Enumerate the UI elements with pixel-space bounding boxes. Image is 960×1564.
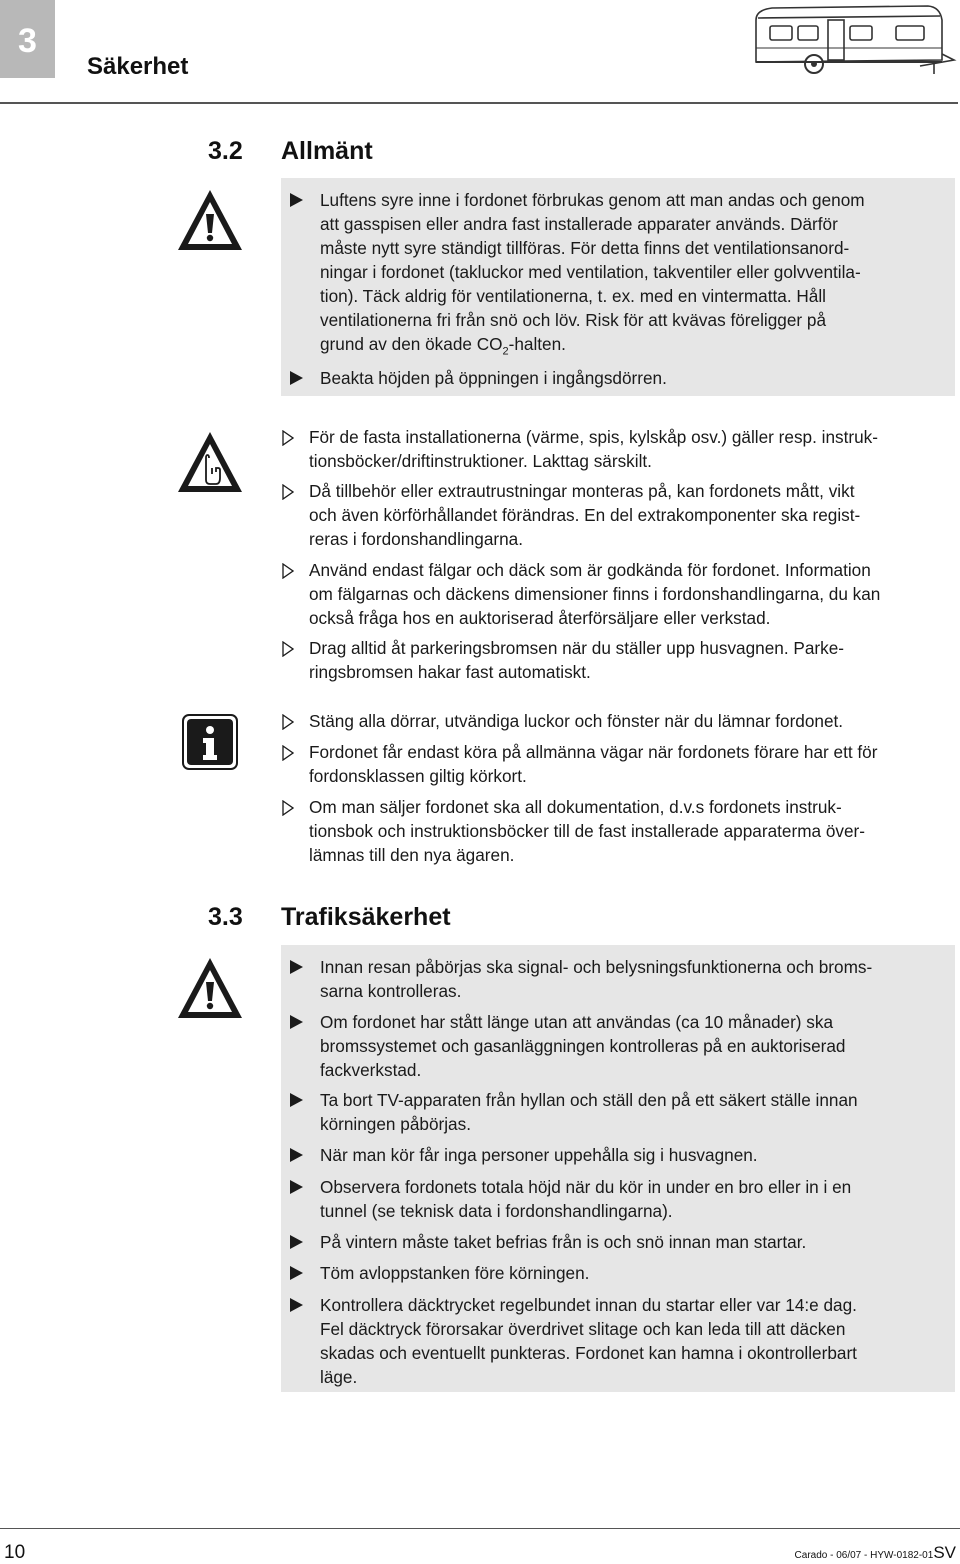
bullet-outline-arrow-icon [282,641,294,657]
bullet-outline-arrow-icon [282,484,294,500]
section-number: 3.2 [208,137,243,165]
traffic-item: Observera fordonets totala höjd när du kör in under en bro eller in i en tunnel (se teknisk data i fordonshandlingarna). [320,1177,852,1221]
bullet-outline-arrow-icon [282,800,294,816]
warning-text: Beakta höjden på öppningen i ingångsdörren. [320,368,667,388]
note-item: För de fasta installationerna (värme, spis, kylskåp osv.) gäller resp. instruk- tionsböcker/driftinstruktioner. Lakttag särskilt. [309,427,878,471]
bullet-arrow-icon [290,1266,303,1280]
bullet-outline-arrow-icon [282,714,294,730]
bullet-outline-arrow-icon [282,745,294,761]
traffic-item: Innan resan påbörjas ska signal- och belysningsfunktionerna och broms- sarna kontrolleras. [320,957,873,1001]
info-icon [181,713,239,771]
caravan-illustration [750,2,958,82]
chapter-title: Säkerhet [87,53,189,80]
bullet-arrow-icon [290,1235,303,1249]
note-item: Då tillbehör eller extrautrustningar monteras på, kan fordonets mått, vikt och även körförhållandet förändras. En del extrakomponenter ska regist- reras i fordonshandlingarna. [309,481,861,549]
bullet-arrow-icon [290,1015,303,1029]
bullet-arrow-icon [290,960,303,974]
warning-exclamation-icon [176,954,244,1022]
info-item: Stäng alla dörrar, utvändiga luckor och fönster när du lämnar fordonet. [309,711,844,731]
traffic-item: Om fordonet har stått länge utan att användas (ca 10 månader) ska bromssystemet och gasanläggningen kontrolleras på en auktoriserad fackverkstad. [320,1012,846,1080]
bullet-arrow-icon [290,1093,303,1107]
traffic-item: På vintern måste taket befrias från is och snö innan man startar. [320,1232,807,1252]
attention-hand-icon [176,428,244,496]
section-title: Trafiksäkerhet [281,903,451,931]
info-item: Fordonet får endast köra på allmänna vägar när fordonets förare har ett för fordonsklassen giltig körkort. [309,742,878,786]
page-number: 10 [4,1542,26,1563]
bullet-arrow-icon [290,193,303,207]
bullet-outline-arrow-icon [282,430,294,446]
traffic-item: Töm avloppstanken före körningen. [320,1263,590,1283]
section-number: 3.3 [208,903,243,931]
traffic-item: Ta bort TV-apparaten från hyllan och ställ den på ett säkert ställe innan körningen påbörjas. [320,1090,858,1134]
bullet-arrow-icon [290,1180,303,1194]
traffic-item: Kontrollera däcktrycket regelbundet innan du startar eller var 14:e dag. Fel däcktryck förorsakar överdrivet slitage och kan leda till att däcken skadas och eventuellt punkteras. Fordonet kan hamna i okontrollerbart läge. [320,1295,857,1387]
warning-exclamation-icon [176,186,244,254]
warning-text: Luftens syre inne i fordonet förbrukas genom att man andas och genom att gasspisen eller andra fast installerade apparater används. Därför måste nytt syre ständigt tillföras. För detta finns det ventilationsanord- ningar i fordonet (takluckor med ventilation, takventiler eller golvventila- tion). Täck aldrig för ventilationerna, t. ex. med en vintermatta. Håll ventilationerna fri från snö och löv. Risk för att kvävas föreligger på grund av den ökade $CO_2$-halten. [320,188,946,363]
bullet-arrow-icon [290,371,303,385]
co2-line: grund av den ökade $CO_2$-halten. [320,334,566,358]
header-rule [0,102,958,104]
chapter-number: 3 [18,22,37,60]
footer-rule [0,1528,960,1529]
bullet-outline-arrow-icon [282,563,294,579]
bullet-arrow-icon [290,1298,303,1312]
section-title: Allmänt [281,137,373,165]
language-code: SV [933,1543,956,1562]
note-item: Drag alltid åt parkeringsbromsen när du ställer upp husvagnen. Parke- ringsbromsen hakar fast automatiskt. [309,638,845,682]
traffic-item: När man kör får inga personer uppehålla sig i husvagnen. [320,1145,758,1165]
document-reference: Carado - 06/07 - HYW-0182-01SV [794,1543,956,1562]
info-item: Om man säljer fordonet ska all dokumentation, d.v.s fordonets instruk- tionsbok och instruktionsböcker till de fast installerade apparaterma över- lämnas till den nya ägaren. [309,797,866,865]
note-item: Använd endast fälgar och däck som är godkända för fordonet. Information om fälgarnas och däckens dimensioner finns i fordonshandlingarna, du kan också fråga hos en auktoriserad återförsäljare eller verkstad. [309,560,881,628]
bullet-arrow-icon [290,1148,303,1162]
